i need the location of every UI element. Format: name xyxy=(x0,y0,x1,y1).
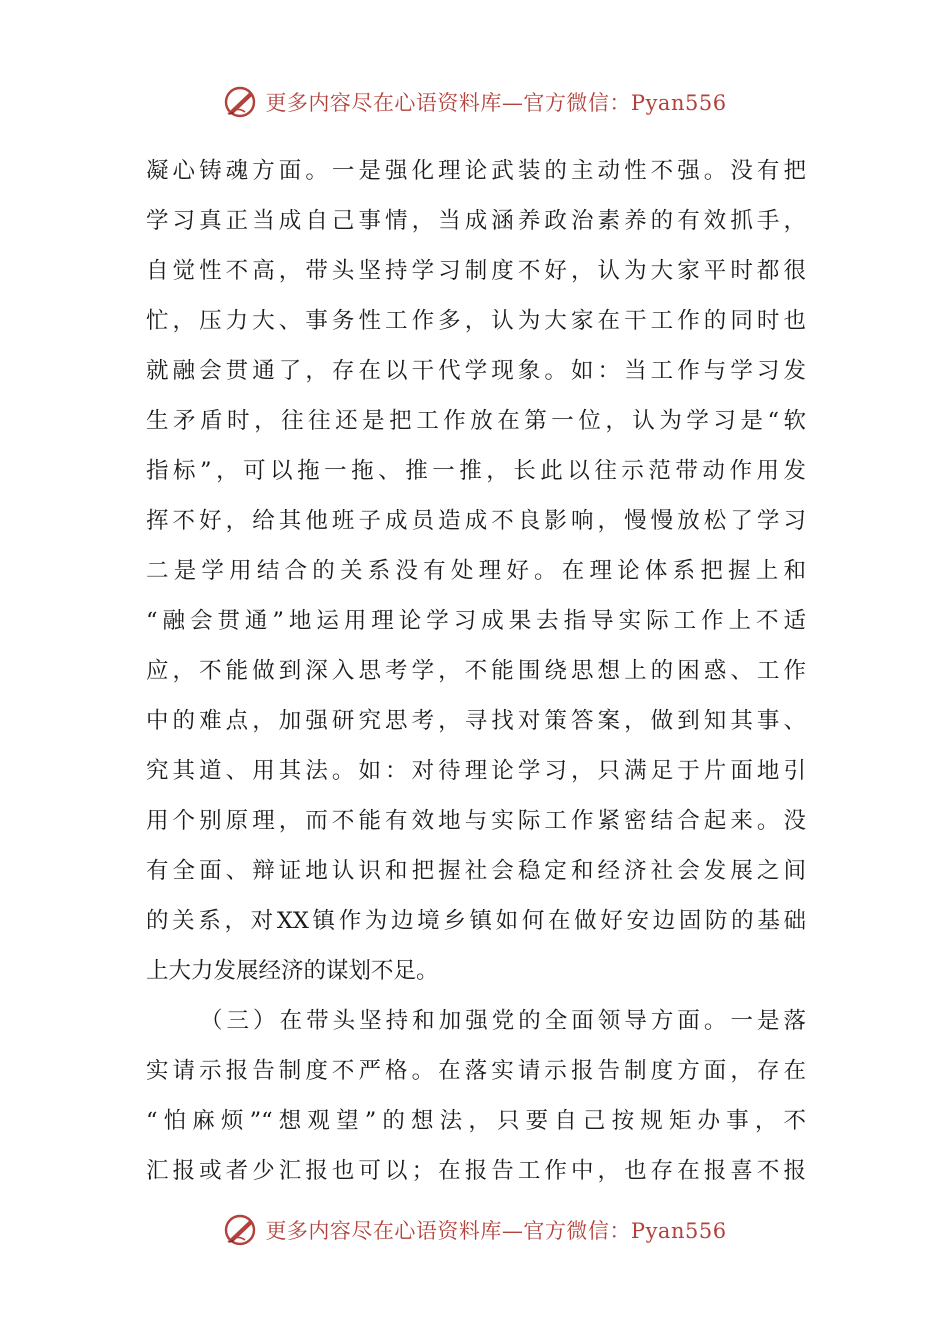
text-line: 生矛盾时，往往还是把工作放在第一位，认为学习是“软 xyxy=(146,408,806,434)
text-line: 中的难点，加强研究思考，寻找对策答案，做到知其事、 xyxy=(146,708,806,734)
text-line: 二是学用结合的关系没有处理好。在理论体系把握上和 xyxy=(146,558,806,584)
text-line: 应，不能做到深入思考学，不能围绕思想上的困惑、工作 xyxy=(146,658,806,684)
text-line: 的关系，对XX镇作为边境乡镇如何在做好安边固防的基础 xyxy=(146,908,806,934)
text-line: 指标”，可以拖一拖、推一推，长此以往示范带动作用发 xyxy=(146,458,806,484)
header-banner xyxy=(0,82,950,122)
document-body xyxy=(146,146,806,1196)
text-line: 自觉性不高，带头坚持学习制度不好，认为大家平时都很 xyxy=(146,258,806,284)
text-line: 学习真正当成自己事情，当成涵养政治素养的有效抓手， xyxy=(146,208,806,234)
text-line: 挥不好，给其他班子成员造成不良影响，慢慢放松了学习 xyxy=(146,508,806,534)
pen-logo-icon xyxy=(223,84,259,120)
text-line: 究其道、用其法。如：对待理论学习，只满足于片面地引 xyxy=(146,758,806,784)
text-line: “融会贯通”地运用理论学习成果去指导实际工作上不适 xyxy=(146,608,806,634)
text-line: 上大力发展经济的谋划不足。 xyxy=(146,958,439,984)
text-line: 实请示报告制度不严格。在落实请示报告制度方面，存在 xyxy=(146,1058,806,1084)
header-banner-text: 更多内容尽在心语资料库—官方微信：Pyan556 xyxy=(265,91,727,115)
section-heading-line: （三）在带头坚持和加强党的全面领导方面。一是落 xyxy=(200,1008,806,1034)
text-line: 就融会贯通了，存在以干代学现象。如：当工作与学习发 xyxy=(146,358,806,384)
text-line: 忙，压力大、事务性工作多，认为大家在干工作的同时也 xyxy=(146,308,806,334)
footer-banner xyxy=(0,1210,950,1250)
footer-banner-text: 更多内容尽在心语资料库—官方微信：Pyan556 xyxy=(265,1219,727,1243)
text-line: 有全面、辩证地认识和把握社会稳定和经济社会发展之间 xyxy=(146,858,806,884)
pen-logo-icon xyxy=(223,1212,259,1248)
text-line: 凝心铸魂方面。一是强化理论武装的主动性不强。没有把 xyxy=(146,158,806,184)
text-line: 用个别原理，而不能有效地与实际工作紧密结合起来。没 xyxy=(146,808,806,834)
text-line: 汇报或者少汇报也可以；在报告工作中，也存在报喜不报 xyxy=(146,1158,806,1184)
text-line: “怕麻烦”“想观望”的想法，只要自己按规矩办事，不 xyxy=(146,1108,806,1134)
